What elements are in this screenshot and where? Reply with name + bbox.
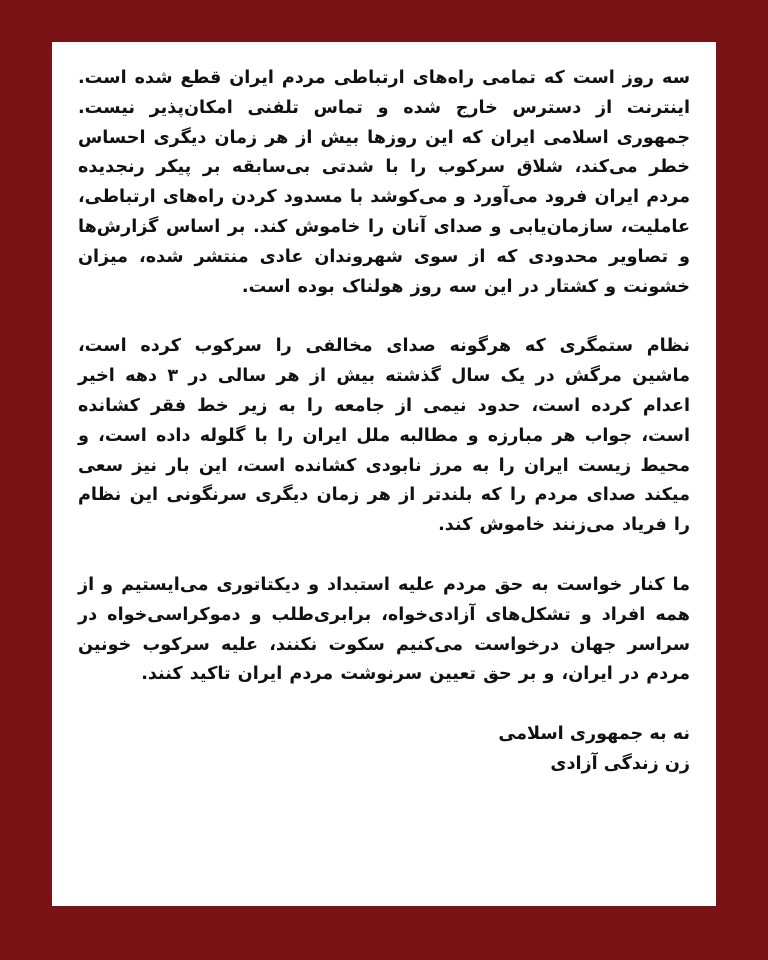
statement-card (52, 42, 716, 906)
statement-paragraph-1: سه روز است که تمامی راه‌های ارتباطی مردم ایران قطع شده است. اینترنت از دسترس خارج شده و تماس تلفنی امکان‌پذیر نیست. جمهوری اسلامی ایران که این روزها بیش از هر زمان دیگری احساس خطر می‌کند، شلاق سرکوب را با شدتی بی‌سابقه بر پیکر رنجدیده مردم ایران فرود می‌آورد و می‌کوشد با مسدود کردن راه‌های ارتباطی، عاملیت، سازمان‌یابی و صدای آنان را خاموش کند. بر اساس گزارش‌ها و تصاویر محدودی که از سوی شهروندان عادی منتشر شده، میزان خشونت و کشتار در این سه روز هولناک بوده است. (78, 68, 690, 297)
statement-paragraph-2: نظام ستمگری که هرگونه صدای مخالفی را سرکوب کرده است، ماشین مرگش در یک سال گذشته بیش از هر سالی در ۳ دهه اخیر اعدام کرده است، حدود نیمی از جامعه را به زیر خط فقر کشانده است، جواب هر مبارزه و مطالبه ملل ایران را با گلوله داده است، و محیط زیست ایران را به مرز نابودی کشانده است، این بار نیز سعی میکند صدای مردم را که بلندتر از هر زمان دیگری سرنگونی این نظام را فریاد می‌زنند خاموش کند. (78, 336, 690, 536)
signature-line-2: زن زندگی آزادی (550, 753, 690, 774)
signature-block (78, 720, 690, 780)
signature-line-1: نه به جمهوری اسلامی (498, 724, 690, 745)
statement-paragraph-3: ما کنار خواست به حق مردم علیه استبداد و دیکتاتوری می‌ایستیم و از همه افراد و تشکل‌های آزادی‌خواه، برابری‌طلب و دموکراسی‌خواه در سراسر جهان درخواست می‌کنیم سکوت نکنند، علیه سرکوب خونین مردم در ایران، و بر حق تعیین سرنوشت مردم ایران تاکید کنند. (78, 574, 690, 685)
